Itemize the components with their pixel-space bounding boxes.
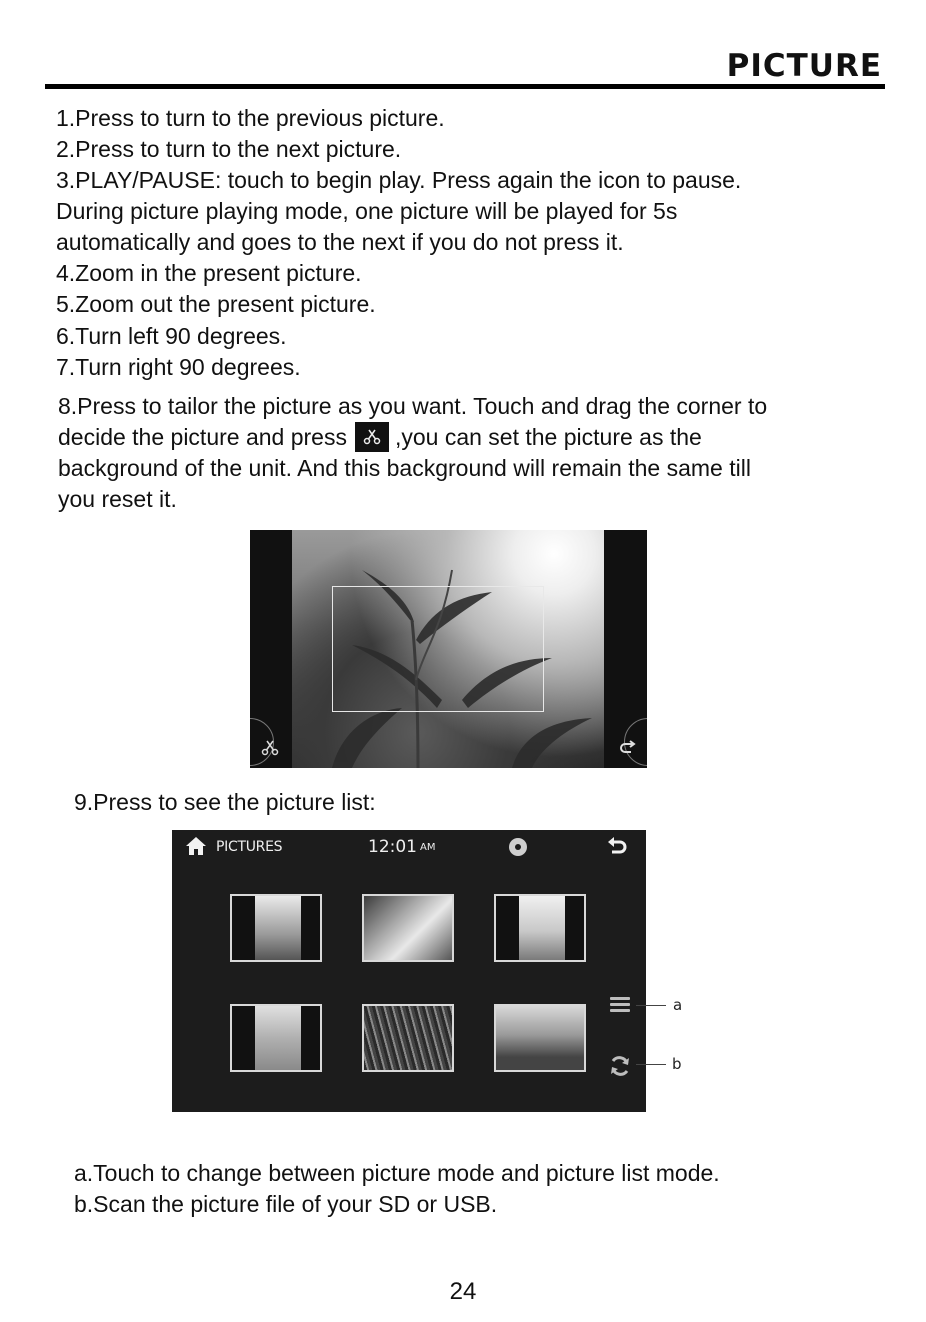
top-bar — [172, 830, 646, 864]
instruction-8-line-2 — [58, 423, 702, 454]
picture-list-screen — [172, 830, 646, 1112]
thumbnail-6[interactable] — [494, 1004, 586, 1072]
instruction-1: 1.Press to turn to the previous picture. — [56, 105, 445, 131]
callout-a: a — [673, 996, 683, 1014]
clock-ampm: AM — [420, 842, 436, 853]
callout-line-b — [636, 1064, 666, 1065]
instruction-8-text-before: decide the picture and press — [58, 424, 347, 450]
thumbnail-5[interactable] — [362, 1004, 454, 1072]
instruction-8-text-after: ,you can set the picture as the — [394, 424, 702, 450]
thumbnail-1[interactable] — [230, 894, 322, 962]
instruction-3-cont-2: automatically and goes to the next if you do not press it. — [56, 229, 624, 255]
instruction-9: 9.Press to see the picture list: — [74, 789, 376, 815]
callout-line-a — [636, 1005, 666, 1006]
instruction-6: 6.Turn left 90 degrees. — [56, 323, 287, 349]
crop-frame[interactable] — [332, 586, 544, 712]
page-number: 24 — [449, 1278, 477, 1305]
screen-title: PICTURES — [216, 839, 283, 855]
list-mode-icon[interactable] — [609, 994, 631, 1014]
thumbnail-3[interactable] — [494, 894, 586, 962]
crop-screen-figure — [250, 530, 647, 768]
instruction-3-cont-1: During picture playing mode, one picture will be played for 5s — [56, 198, 678, 224]
clock-time: 12:01 — [368, 837, 417, 857]
note-a: a.Touch to change between picture mode and picture list mode. — [74, 1160, 720, 1186]
back-icon[interactable] — [606, 836, 628, 856]
instruction-2: 2.Press to turn to the next picture. — [56, 136, 402, 162]
note-b: b.Scan the picture file of your SD or USB. — [74, 1191, 498, 1217]
disc-icon[interactable] — [508, 837, 528, 857]
instruction-7: 7.Turn right 90 degrees. — [56, 354, 301, 380]
home-icon[interactable] — [185, 836, 207, 856]
instruction-8-line-1: 8.Press to tailor the picture as you want. Touch and drag the corner to — [58, 393, 768, 419]
instruction-3: 3.PLAY/PAUSE: touch to begin play. Press again the icon to pause. — [56, 167, 742, 193]
instruction-8-line-3: background of the unit. And this background will remain the same till — [58, 455, 751, 481]
instruction-4: 4.Zoom in the present picture. — [56, 260, 362, 286]
thumbnail-4[interactable] — [230, 1004, 322, 1072]
return-icon — [619, 740, 637, 756]
instruction-5: 5.Zoom out the present picture. — [56, 291, 376, 317]
title-rule — [45, 84, 885, 89]
callout-b: b — [672, 1055, 682, 1073]
scissors-icon — [355, 422, 389, 452]
thumbnail-2[interactable] — [362, 894, 454, 962]
refresh-scan-icon[interactable] — [608, 1054, 632, 1078]
instruction-8-line-4: you reset it. — [58, 486, 177, 512]
scissors-icon — [261, 740, 279, 756]
page-title: PICTURE — [726, 48, 882, 84]
